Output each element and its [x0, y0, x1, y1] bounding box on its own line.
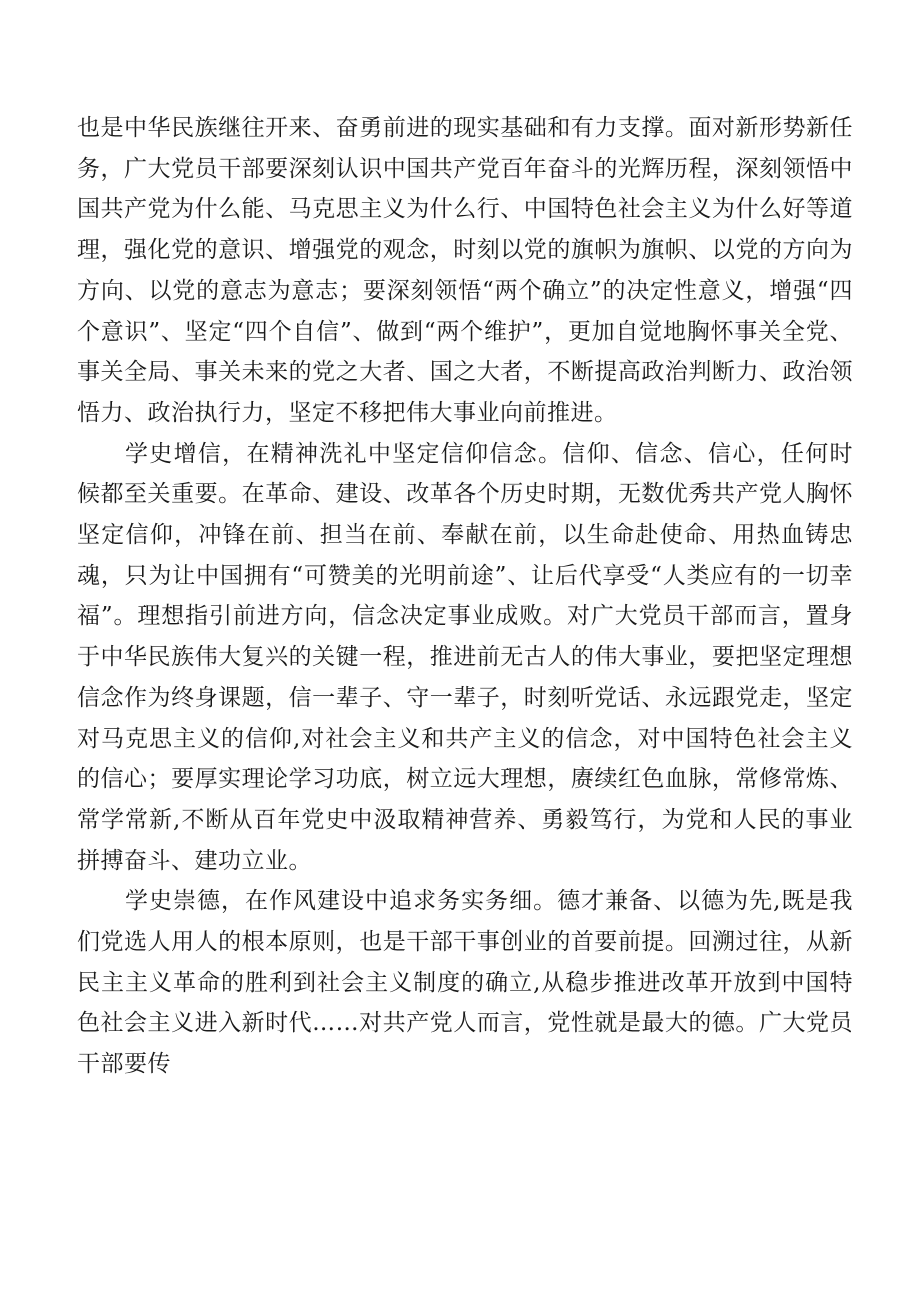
document-body — [77, 108, 853, 1085]
paragraph-continuation: 也是中华民族继往开来、奋勇前进的现实基础和有力支撑。面对新形势新任务，广大党员干部要深刻认识中国共产党百年奋斗的光辉历程，深刻领悟中国共产党为什么能、马克思主义为什么行、中国特色社会主义为什么好等道理，强化党的意识、增强党的观念，时刻以党的旗帜为旗帜、以党的方向为方向、以党的意志为意志；要深刻领悟“两个确立”的决定性意义，增强“四个意识”、坚定“四个自信”、做到“两个维护”，更加自觉地胸怀事关全党、事关全局、事关未来的党之大者、国之大者，不断提高政治判断力、政治领悟力、政治执行力，坚定不移把伟大事业向前推进。 — [77, 115, 853, 426]
paragraph-xueshi-zengxin: 学史增信，在精神洗礼中坚定信仰信念。信仰、信念、信心，任何时候都至关重要。在革命、建设、改革各个历史时期，无数优秀共产党人胸怀坚定信仰，冲锋在前、担当在前、奉献在前，以生命赴使命、用热血铸忠魂，只为让中国拥有“可赞美的光明前途”、让后代享受“人类应有的一切幸福”。理想指引前进方向，信念决定事业成败。对广大党员干部而言，置身于中华民族伟大复兴的关键一程，推进前无古人的伟大事业，要把坚定理想信念作为终身课题，信一辈子、守一辈子，时刻听党话、永远跟党走，坚定对马克思主义的信仰,对社会主义和共产主义的信念，对中国特色社会主义的信心；要厚实理论学习功底，树立远大理想，赓续红色血脉，常修常炼、常学常新,不断从百年党史中汲取精神营养、勇毅笃行，为党和人民的事业拼搏奋斗、建功立业。 — [77, 440, 853, 874]
paragraph-xueshi-chongde: 学史崇德，在作风建设中追求务实务细。德才兼备、以德为先,既是我们党选人用人的根本原则，也是干部干事创业的首要前提。回溯过往，从新民主主义革命的胜利到社会主义制度的确立,从稳步推进改革开放到中国特色社会主义进入新时代……对共产党人而言，党性就是最大的德。广大党员干部要传 — [77, 888, 853, 1078]
